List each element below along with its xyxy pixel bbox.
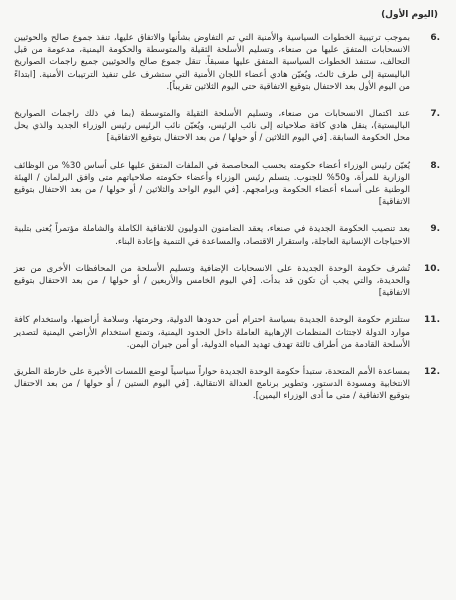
item-number: .12 [424,367,440,378]
item-number: .7 [430,109,440,120]
item-text: بعد تنصيب الحكومة الجديدة في صنعاء، يعقد الضامنون الدوليون للاتفاقية الكاملة والشاملة مؤتمراً يُعنى بتلبية الاحتياجات الإنسانية العاجلة، واستقرار الاقتصاد، والمساعدة في التنمية وإعادة البناء. [14,224,410,247]
item-text: بمساعدة الأمم المتحدة، ستبدأ حكومة الوحدة الجديدة حواراً سياسياً لوضع اللمسات الأخيرة على خارطة الطريق الانتخابية ومسودة الدستور، وتطوير برنامج العدالة الانتقالية. [في اليوم الستين / أو حولها / من بعد الاحتفال بتوقيع الاتفاقية / متى ما أدى الوزراء اليمين]. [14,367,410,402]
item-number: .9 [430,224,440,235]
item-number: .8 [430,160,440,171]
item-number: .11 [424,315,440,326]
item-number: .10 [424,263,440,274]
header-note: (اليوم الأول) [381,10,438,20]
item-text: تُشرف حكومة الوحدة الجديدة على الانسحابات الإضافية وتسليم الأسلحة من المحافظات الأخرى من تعز والحديدة، والتي يجب أن تكون قد بدأت. [في اليوم الخامس والأربعين / أو حولها / من بعد الاحتفال بتوقيع الاتفاقية] [14,263,410,299]
list-item-10 [14,263,440,300]
numbered-list [14,32,440,418]
list-item-9 [14,223,440,247]
item-number: .6 [430,33,440,43]
item-text: ستلتزم حكومة الوحدة الجديدة بسياسة احترام أمن حدودها الدولية، وحرمتها، وسلامة أراضيها، واستخدام كافة موارد الدولة لاجتثاث المنظمات الإرهابية العاملة داخل الحدود اليمنية، وتمنع استخدام الأراضي اليمنية لتصدير الأسلحة القادمة من أطراف ثالثة تهدف تهديد المياه الدولية، أو أمن جيران اليمن. [14,315,410,350]
item-text: عند اكتمال الانسحابات من صنعاء، وتسليم الأسلحة الثقيلة والمتوسطة (بما في ذلك راجمات الصواريخ الباليستية)، ينقل هادي كافة صلاحياته إلى نائب الرئيس، ويُعيّن نائب الرئيس رئيس الوزراء الجديد والذي يحل محل الحكومة السابقة. [في اليوم الثلاثين / أو حولها / من بعد الاحتفال بتوقيع الاتفاقية] [14,109,410,144]
list-item-11 [14,314,440,351]
list-item-12 [14,366,440,403]
list-item-8 [14,160,440,209]
item-text: يُعيّن رئيس الوزراء أعضاء حكومته بحسب المحاصصة في الملفات المتفق عليها على أساس 30% من الوظائف الوزارية للمرأة، و50% للجنوب. يتسلم رئيس الوزراء وأعضاء حكومته صلاحياتهم متى وافق البرلمان / الهيئة الوطنية على أسماء أعضاء الحكومة وبرامجهم. [في اليوم الواحد والثلاثين / أو حولها / من بعد الاحتفال بتوقيع الاتفاقية] [14,160,410,208]
list-item-7 [14,108,440,145]
item-text: بموجب ترتيبية الخطوات السياسية والأمنية التي تم التفاوض بشأنها والاتفاق عليها، تنفذ جموع صالح والحوثيين الانسحابات المتفق عليها من صنعاء، وتسليم الأسلحة الثقيلة والمتوسطة والحكومة اليمنية، مدعومة من قبل التحالف، ستنفذ الخطوات السياسية المتفق عليها مسبقاً. تنقل جموع صالح والحوثيين جميع راجمات الصواريخ الباليستية إلى طرف ثالث، ويُعيّن هادي أعضاء اللجان الأمنية التي ستشرف على تنفيذ الترتيبات الأمنية. [ابتداءً من اليوم الأول بعد الاحتفال بتوقيع الاتفاقية حتى اليوم الثلاثين تقريباً]. [14,33,410,92]
list-item-6 [14,32,440,93]
